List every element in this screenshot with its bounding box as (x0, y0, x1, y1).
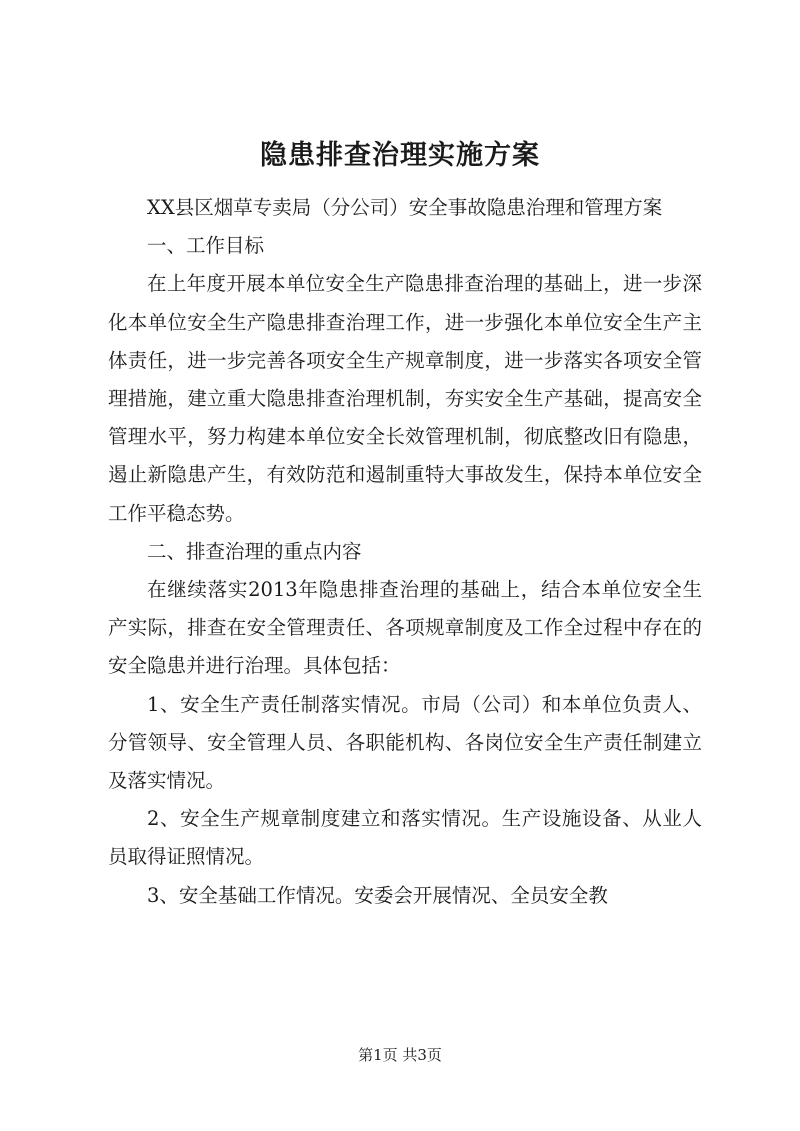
document-title: 隐患排查治理实施方案 (260, 140, 540, 171)
subtitle-paragraph: XX县区烟草专卖局（分公司）安全事故隐患治理和管理方案 (147, 196, 663, 219)
item-2-paragraph: 2、安全生产规章制度建立和落实情况。生产设施设备、从业人员取得证照情况。 (108, 807, 702, 869)
document-body (108, 189, 702, 915)
section-heading-goals: 一、工作目标 (147, 234, 265, 258)
item-1-paragraph: 1、安全生产责任制落实情况。市局（公司）和本单位负责人、分管领导、安全管理人员、各职能机构、各岗位安全生产责任制建立及落实情况。 (108, 692, 702, 793)
page-footer: 第1页 共3页 (358, 1046, 442, 1064)
item-3-paragraph: 3、安全基础工作情况。安委会开展情况、全员安全教 (147, 883, 608, 907)
paragraph-key-content: 在继续落实2013年隐患排查治理的基础上，结合本单位安全生产实际，排查在安全管理责任、各项规章制度及工作全过程中存在的安全隐患并进行治理。具体包括： (108, 578, 702, 678)
paragraph-goals: 在上年度开展本单位安全生产隐患排查治理的基础上，进一步深化本单位安全生产隐患排查治理工作，进一步强化本单位安全生产主体责任，进一步完善各项安全生产规章制度，进一步落实各项安全管理措施，建立重大隐患排查治理机制，夯实安全生产基础，提高安全管理水平，努力构建本单位安全长效管理机制，彻底整改旧有隐患，遏止新隐患产生，有效防范和遏制重特大事故发生，保持本单位安全工作平稳态势。 (108, 272, 702, 525)
section-heading-key-content: 二、排查治理的重点内容 (147, 539, 362, 563)
